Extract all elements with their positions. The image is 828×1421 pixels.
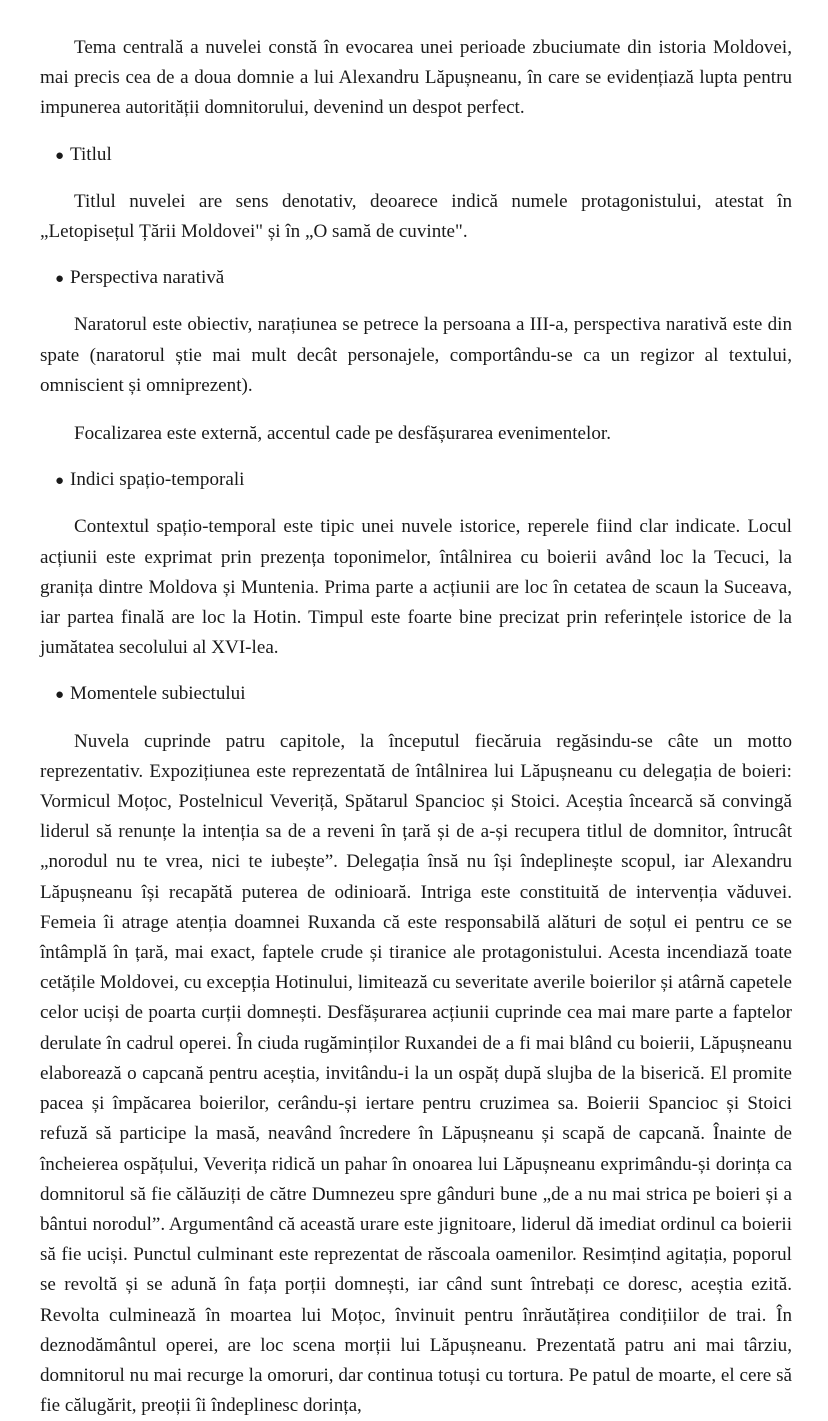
bullet-item-momente	[40, 679, 792, 710]
spacer	[40, 449, 792, 465]
bullet-item-titlu	[40, 140, 792, 171]
section-indici-paragraph: Contextul spațio-temporal este tipic unei nuvele istorice, reperele fiind clar indicate. Locul acțiunii este exprimat prin prezența toponimelor, întâlnirea cu boierii având loc la Tecuci, la granița dintre Moldova și Muntenia. Prima parte a acțiunii are loc în cetatea de scaun la Suceava, iar partea finală are loc la Hotin. Timpul este foarte bine precizat prin referințele istorice de la jumătatea secolului al XVI-lea.	[40, 516, 792, 659]
section-perspectiva-paragraph-2: Focalizarea este externă, accentul cade pe desfășurarea evenimentelor.	[74, 423, 611, 445]
bullet-icon: ●	[55, 473, 65, 490]
bullet-item-indici	[40, 465, 792, 496]
spacer	[40, 294, 792, 310]
bullet-icon: ●	[55, 147, 65, 164]
spacer	[40, 496, 792, 512]
bullet-icon: ●	[55, 687, 65, 704]
spacer	[40, 171, 792, 187]
section-heading-titlu: Titlul	[70, 143, 112, 165]
bullet-icon: ●	[55, 271, 65, 288]
section-heading-indici: Indici spațio-temporali	[70, 469, 245, 491]
spacer	[40, 711, 792, 727]
section-heading-momente: Momentele subiectului	[70, 683, 246, 705]
section-heading-perspectiva: Perspectiva narativă	[70, 267, 225, 289]
spacer	[40, 247, 792, 263]
section-titlu-paragraph: Titlul nuvelei are sens denotativ, deoarece indică numele protagonistului, atestat în „Letopisețul Țării Moldovei" și în „O samă de cuvinte".	[40, 190, 792, 243]
document-body	[40, 33, 792, 1421]
spacer	[40, 663, 792, 679]
bullet-item-perspectiva	[40, 263, 792, 294]
spacer	[40, 401, 792, 419]
spacer	[40, 124, 792, 140]
section-perspectiva-paragraph-1: Naratorul este obiectiv, narațiunea se petrece la persoana a III-a, perspectiva narativă este din spate (naratorul știe mai mult decât personajele, comportându-se ca un regizor al textului, omniscient și omniprezent).	[40, 314, 792, 396]
section-momente-paragraph: Nuvela cuprinde patru capitole, la începutul fiecăruia regăsindu-se câte un motto reprezentativ. Expozițiunea este reprezentată de întâlnirea lui Lăpușneanu cu delegația de boieri: Vormicul Moțoc, Postelnicul Veveriță, Spătarul Spancioc și Stoici. Aceștia încearcă să convingă liderul să renunțe la intenția sa de a reveni în țară și de a-și recupera titlul de domnitor, întrucât „norodul nu te vrea, nici te iubește”. Delegația însă nu își îndeplinește scopul, iar Alexandru Lăpușneanu își recapătă puterea de odinioară. Intriga este constituită de intervenția văduvei. Femeia îi atrage atenția doamnei Ruxanda că este responsabilă alături de soțul ei pentru ce se întâmplă în țară, mai exact, faptele crude și tiranice ale protagonistului. Acesta incendiază toate cetățile Moldovei, cu excepția Hotinului, limitează cu severitate averile boierilor și atârnă capetele celor uciși de poarta curții domnești. Desfășurarea acțiunii cuprinde cea mai mare parte a faptelor derulate în cadrul operei. În ciuda rugăminților Ruxandei de a fi mai blând cu boierii, Lăpușneanu elaborează o capcană pentru aceștia, invitându-i la un ospăț după slujba de la biserică. El promite pacea și împăcarea boierilor, cerându-și iertare pentru cruzimea sa. Boierii Spancioc și Stoici refuză să participe la masă, neavând încredere în Lăpușneanu și scapă de capcană. Înainte de încheierea ospățului, Veverița ridică un pahar în onoarea lui Lăpușneanu exprimându-și dorința ca domnitorul să fie călăuziți de către Dumnezeu spre gânduri bune „de a nu mai strica pe boieri și a bântui norodul”. Argumentând că această urare este jignitoare, liderul dă imediat ordinul ca boierii să fie uciși. Punctul culminant este reprezentat de răscoala oamenilor. Resimțind agitația, poporul se revoltă și se adună în fața porții domnești, iar când sunt întrebați ce doresc, aceștia ezită. Revolta culminează în moartea lui Moțoc, învinuit pentru înrăutățirea condițiilor de trai. În deznodământul operei, are loc scena morții lui Lăpușneanu. Prezentată patru ani mai târziu, domnitorul nu mai recurge la omoruri, dar continua totuși cu tortura. Pe patul de moarte, el cere să fie călugărit, preoții îi îndeplinesc dorința,	[40, 730, 792, 1417]
intro-paragraph: Tema centrală a nuvelei constă în evocarea unei perioade zbuciumate din istoria Moldovei, mai precis cea de a doua domnie a lui Alexandru Lăpușneanu, în care se evidențiază lupta pentru impunerea autorității domnitorului, devenind un despot perfect.	[40, 37, 792, 119]
